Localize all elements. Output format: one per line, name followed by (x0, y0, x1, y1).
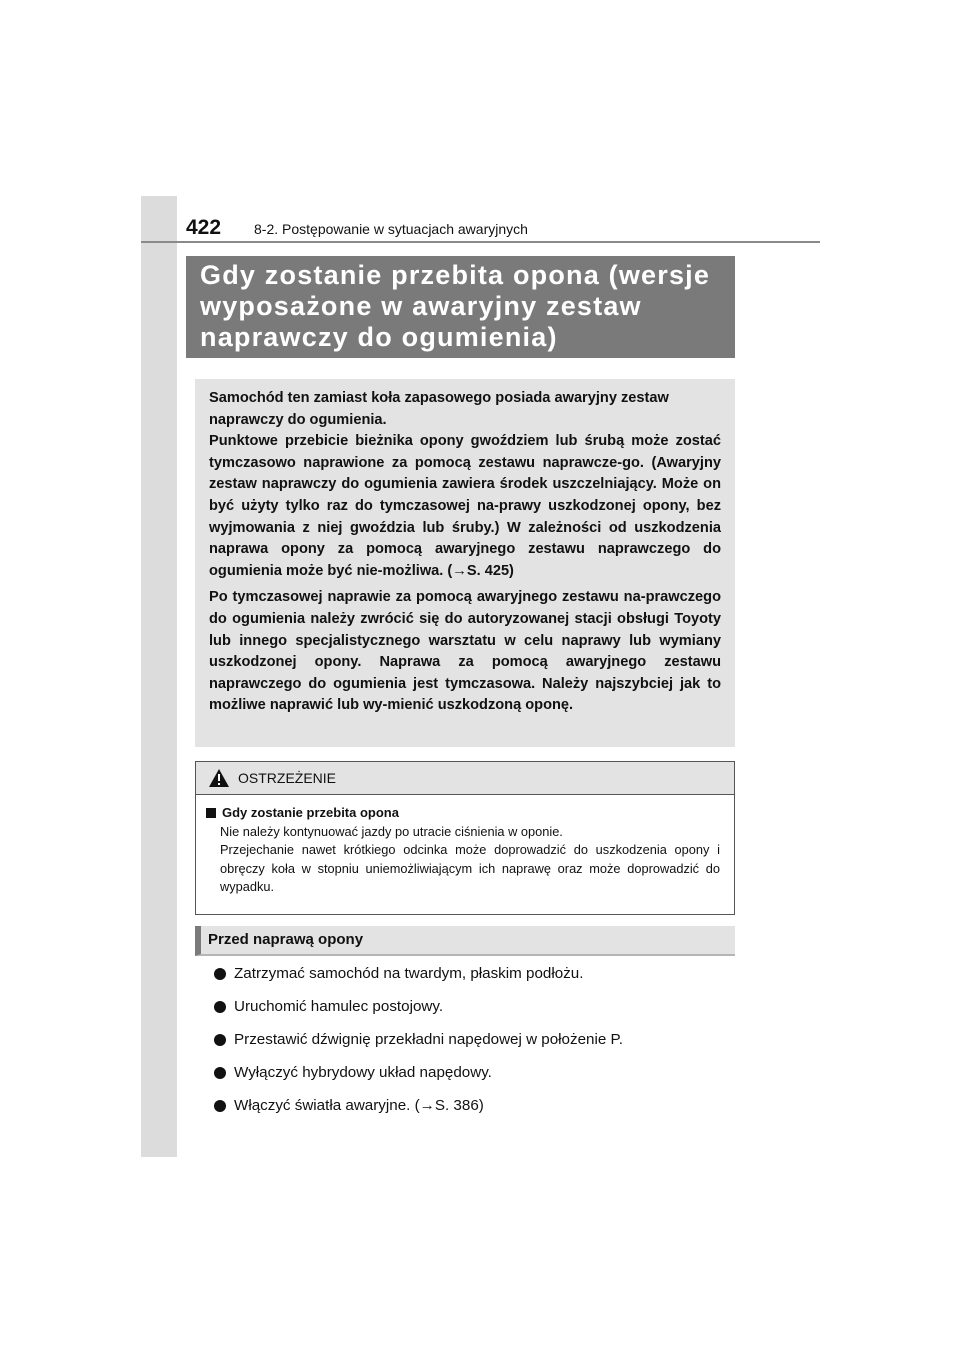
warning-subheading-text: Gdy zostanie przebita opona (222, 805, 399, 820)
bullet-icon (214, 968, 226, 980)
warning-box (195, 761, 735, 915)
warning-subheading (206, 804, 720, 823)
header-rule (141, 241, 820, 243)
list-item-text: Zatrzymać samochód na twardym, płaskim podłożu. (234, 965, 584, 982)
intro-box (195, 379, 735, 747)
chapter-title: 8-2. Postępowanie w sytuacjach awaryjnych (254, 221, 528, 237)
section-header (195, 926, 735, 956)
list-item (214, 1089, 734, 1122)
list-item-text: Przestawić dźwignię przekładni napędowej w położenie P. (234, 1031, 623, 1048)
page-title (200, 260, 721, 353)
warning-title: OSTRZEŻENIE (238, 770, 337, 786)
warning-line-2: Przejechanie nawet krótkiego odcinka może doprowadzić do uszkodzenia opony i obręczy koła w stopniu uniemożliwiającym ich naprawę oraz może doprowadzić do wypadku. (220, 842, 720, 894)
list-item-text: Wyłączyć hybrydowy układ napędowy. (234, 1064, 492, 1081)
title-line-2: wyposażone w awaryjny zestaw (200, 291, 642, 321)
title-line-3: naprawczy do ogumienia) (200, 322, 558, 352)
page-header (186, 212, 816, 242)
square-bullet-icon (206, 808, 216, 818)
section-title: Przed naprawą opony (208, 931, 364, 948)
list-item (214, 1056, 734, 1089)
warning-header (196, 762, 734, 795)
intro-paragraph-2: Punktowe przebicie bieżnika opony gwoździem lub śrubą może zostać tymczasowo naprawione za pomocą zestawu naprawcze-go. (Awaryjny zestaw naprawczy do ogumienia zawiera środek uszczelniający. Może on być użyty tylko raz do tymczasowej na-prawy uszkodzonej opony, bez wyjmowania z niej gwoździa lub śruby.) W zależności od uszkodzenia naprawa opony za pomocą awaryjnego zestawu naprawczego do ogumienia może być nie-możliwa. (→S. 425) (209, 433, 721, 579)
list-item (214, 990, 734, 1023)
title-box (186, 256, 735, 358)
side-band (141, 196, 177, 1157)
intro-paragraph-3: Po tymczasowej naprawie za pomocą awaryjnego zestawu na-prawczego do ogumienia należy zwrócić się do autoryzowanej stacji obsługi Toyoty lub innego specjalistycznego warsztatu w celu naprawy lub wymiany uszkodzonej opony. Naprawa za pomocą awaryjnego zestawu naprawczego do ogumienia jest tymczasowa. Należy najszybciej jak to możliwe naprawić lub wy-mienić uszkodzoną oponę. (209, 589, 721, 714)
bullet-icon (214, 1100, 226, 1112)
title-line-1: Gdy zostanie przebita opona (wersje (200, 260, 711, 290)
bullet-icon (214, 1067, 226, 1079)
list-item-text: Uruchomić hamulec postojowy. (234, 998, 444, 1015)
bullet-icon (214, 1001, 226, 1013)
page-number: 422 (186, 216, 222, 239)
warning-body (196, 795, 734, 897)
step-list (214, 957, 734, 1122)
bullet-icon (214, 1034, 226, 1046)
warning-text (206, 823, 720, 897)
warning-line-1: Nie należy kontynuować jazdy po utracie ciśnienia w oponie. (220, 823, 563, 839)
warning-triangle-icon (208, 768, 230, 788)
intro-paragraph-1: Samochód ten zamiast koła zapasowego posiada awaryjny zestaw naprawczy do ogumienia. (209, 390, 669, 428)
list-item (214, 1023, 734, 1056)
list-item (214, 957, 734, 990)
list-item-text: Włączyć światła awaryjne. (→S. 386) (234, 1097, 484, 1114)
